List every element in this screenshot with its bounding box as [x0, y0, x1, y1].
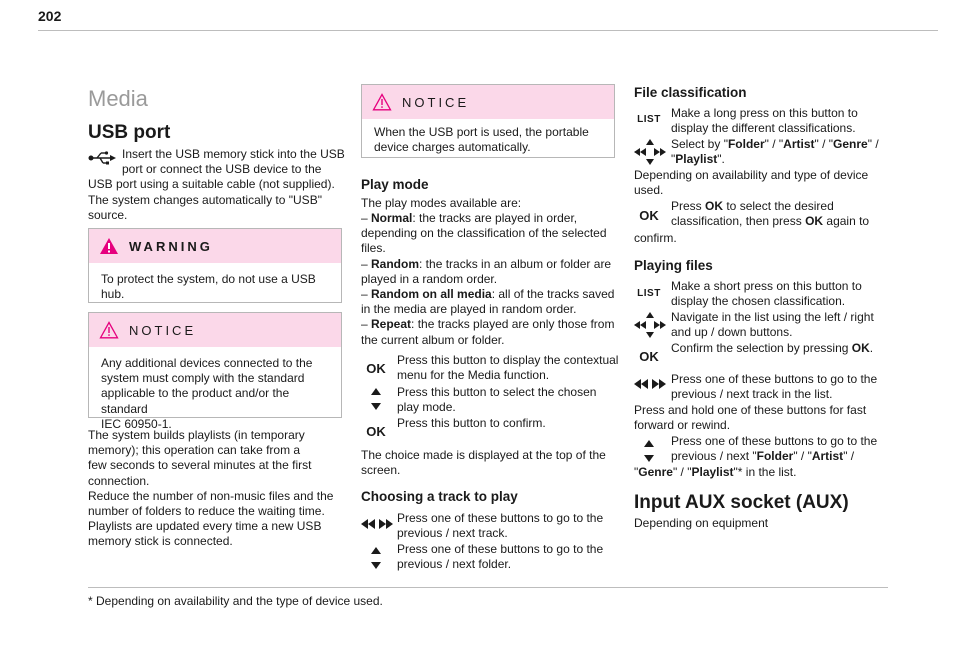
ok-button-icon: OK: [366, 423, 386, 439]
choosing-track-title: Choosing a track to play: [361, 489, 518, 504]
usb-para-line-5: source.: [88, 208, 128, 222]
playing-files-title: Playing files: [634, 258, 713, 273]
fc-depend-line-1: Depending on availability and type of device: [634, 168, 869, 182]
pf-folder-line-3: "Genre" / "Playlist"* in the list.: [634, 465, 797, 479]
choice-line-1: The choice made is displayed at the top of the: [361, 448, 606, 462]
warning-text: To protect the system, do not use a USB hub.: [101, 272, 316, 302]
top-rule: [38, 30, 938, 31]
pf-line-1: Make a short press on this button to: [671, 279, 862, 293]
playlist-paragraph: [88, 428, 333, 550]
pf-track-line-1: Press one of these buttons to go to the: [671, 372, 878, 386]
notice-1-line-1: Any additional devices connected to the: [101, 356, 313, 370]
notice-title-1: NOTICE: [129, 322, 197, 338]
fc-depend-text: [634, 168, 868, 198]
btn1-text: [397, 353, 618, 383]
playlist-line-2: memory); this operation can take from a: [88, 443, 301, 458]
fc-select-text: Select by "Folder" / "Artist" / "Genre" / "Playlist".: [671, 137, 879, 167]
pf-text-1: [671, 279, 862, 309]
usb-para-line-3: USB port using a suitable cable (not supplied).: [88, 177, 335, 191]
notice-header-2: [362, 85, 614, 119]
btn1-line-2: menu for the Media function.: [397, 368, 550, 383]
pf-text-2: [671, 310, 874, 340]
warning-title: WARNING: [129, 238, 213, 254]
mode-line: – Random: the tracks in an album or folder are: [361, 256, 612, 271]
file-classification-title: File classification: [634, 85, 747, 100]
pf-hold-line-1: Press and hold one of these buttons for fast: [634, 403, 867, 417]
fc-confirm: confirm.: [634, 231, 677, 245]
notice-box-2: [361, 84, 615, 158]
btn1-line-1: Press this button to display the contextual: [397, 353, 619, 367]
play-mode-intro: The play modes available are:: [361, 196, 522, 210]
play-mode-title: Play mode: [361, 177, 429, 192]
folder-line-2: previous / next folder.: [397, 557, 512, 572]
warning-icon: [99, 237, 119, 255]
mode-line: files.: [361, 241, 386, 256]
notice-icon: [99, 321, 119, 339]
notice-2-line-1: When the USB port is used, the portable: [374, 125, 589, 139]
mode-line: – Random on all media: all of the tracks saved: [361, 287, 615, 302]
list-button-icon: LIST: [637, 113, 661, 125]
page-number: 202: [38, 8, 62, 24]
prev-next-arrows-icon: [361, 516, 393, 532]
btn2-text: [397, 385, 596, 415]
btn3-line-1: Press this button to confirm.: [397, 416, 546, 430]
pf-line-2: display the chosen classification.: [671, 294, 846, 309]
pf-folder-line-1: Press one of these buttons to go to the: [671, 434, 878, 448]
playlist-line-3: few seconds to several minutes at the first: [88, 458, 312, 473]
usb-para-line-4: The system changes automatically to "USB": [88, 193, 322, 207]
fc-text: [671, 106, 858, 136]
usb-icon: [88, 148, 116, 168]
playlist-line-5: Reduce the number of non-music files and the: [88, 488, 334, 503]
media-title: Media: [88, 86, 148, 111]
fc-line-2: display the different classifications.: [671, 121, 856, 136]
aux-title: Input AUX socket (AUX): [634, 492, 849, 513]
fc-line-1: Make a long press on this button to: [671, 106, 858, 120]
play-modes-list: [361, 211, 614, 348]
mode-line: played in a random order.: [361, 271, 498, 286]
folder-text: [397, 542, 603, 572]
prev-next-arrows-icon: [634, 376, 666, 392]
notice-1-line-3: applicable to the product and/or the standard: [101, 386, 290, 416]
fc-depend-line-2: used.: [634, 183, 664, 198]
warning-box: [88, 228, 342, 303]
ok-button-icon: OK: [639, 207, 659, 223]
usb-port-title: USB port: [88, 122, 171, 143]
playlist-line-4: connection.: [88, 473, 150, 488]
warning-header: [89, 229, 341, 263]
four-way-arrows-icon: [634, 137, 666, 167]
pf-folder-line-2: previous / next "Folder" / "Artist" /: [671, 449, 855, 463]
track-line-2: previous / next track.: [397, 526, 508, 541]
mode-line: – Normal: the tracks are played in order,: [361, 211, 578, 225]
pf-line-3: Navigate in the list using the left / right: [671, 310, 874, 324]
btn2-line-1: Press this button to select the chosen: [397, 385, 597, 399]
btn2-line-2: play mode.: [397, 400, 456, 415]
pf-track-text: [671, 372, 877, 402]
playlist-line-7: Playlists are updated every time a new USB: [88, 519, 322, 534]
usb-para-line-1: Insert the USB memory stick into the USB: [122, 147, 345, 161]
folder-line-1: Press one of these buttons to go to the: [397, 542, 604, 556]
pf-hold-line-2: forward or rewind.: [634, 418, 731, 433]
aux-text: Depending on equipment: [634, 516, 769, 530]
mode-line: – Repeat: the tracks played are only those from: [361, 317, 615, 332]
playlist-line-1: The system builds playlists (in temporary: [88, 428, 305, 442]
pf-line-4: and up / down buttons.: [671, 325, 793, 340]
mode-line: in the media are played in random order.: [361, 302, 577, 317]
notice-header-1: [89, 313, 341, 347]
pf-confirm: Confirm the selection by pressing OK.: [671, 341, 874, 355]
pf-hold-text: [634, 403, 866, 433]
ok-button-icon: OK: [639, 348, 659, 364]
list-button-icon: LIST: [637, 287, 661, 299]
notice-1-line-2: system must comply with the standard: [101, 371, 305, 386]
four-way-arrows-icon: [634, 310, 666, 340]
choice-line-2: screen.: [361, 463, 401, 478]
notice-title-2: NOTICE: [402, 94, 470, 110]
pf-track-line-2: previous / next track in the list.: [671, 387, 833, 402]
notice-2-line-2: device charges automatically.: [374, 140, 531, 155]
choice-text: [361, 448, 606, 478]
mode-line: the current album or folder.: [361, 332, 505, 347]
playlist-line-8: memory stick is connected.: [88, 534, 233, 549]
notice-box-1: [88, 312, 342, 431]
ok-button-icon: OK: [366, 360, 386, 376]
notice-1-line-4: IEC 60950-1.: [101, 416, 172, 431]
fc-ok-text: Press OK to select the desired classification, then press OK again to: [671, 199, 870, 229]
up-down-arrows-icon: [366, 543, 386, 573]
up-down-arrows-icon: [366, 384, 386, 414]
mode-line: depending on the classification of the selected: [361, 226, 607, 241]
footnote-rule: [88, 587, 888, 588]
usb-para-line-2: port or connect the USB device to the: [122, 162, 322, 176]
footnote: * Depending on availability and the type of device used.: [88, 594, 383, 608]
track-line-1: Press one of these buttons to go to the: [397, 511, 604, 525]
playlist-line-6: number of folders to reduce the waiting time.: [88, 504, 325, 519]
track-text: [397, 511, 603, 541]
up-down-arrows-icon: [639, 436, 659, 466]
notice-icon: [372, 93, 392, 111]
